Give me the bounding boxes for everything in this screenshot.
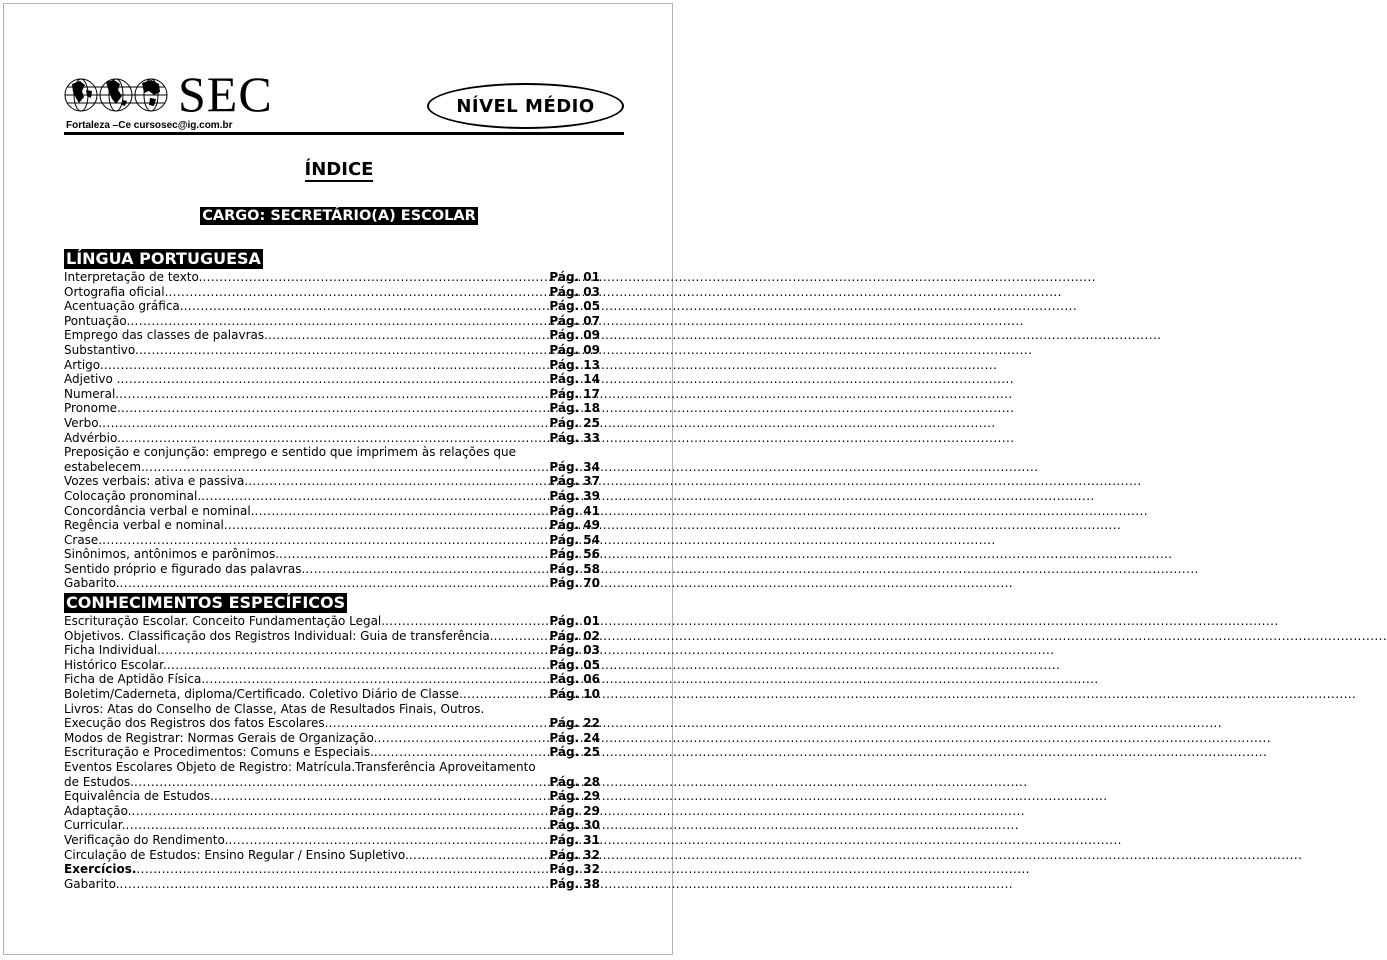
toc-entry-text: Gabarito. <box>64 876 120 891</box>
toc-entry <box>64 547 600 562</box>
level-badge: NÍVEL MÉDIO <box>427 83 624 129</box>
toc-entry <box>64 431 600 446</box>
toc-entry-page: Pág. 31 <box>549 832 600 847</box>
section-heading: CONHECIMENTOS ESPECÍFICOS <box>66 593 346 613</box>
cargo-text: CARGO: SECRETÁRIO(A) ESCOLAR <box>202 208 476 224</box>
toc-entry <box>64 401 600 416</box>
toc-entry-text: Verificação do Rendimento. <box>64 832 229 847</box>
toc-entry-page: Pág. 02 <box>549 628 600 643</box>
toc-entry-text: Escrituração Escolar. Conceito Fundamentação Legal. <box>64 614 386 629</box>
toc-entry-line: Preposição e conjunção: emprego e sentido que imprimem às relações que <box>64 445 516 460</box>
toc-entry-page: Pág. 49 <box>549 518 600 533</box>
toc-entry-text: estabelecem. <box>64 459 145 474</box>
toc-entry <box>64 745 600 760</box>
toc-entry-page: Pág. 05 <box>549 657 600 672</box>
toc-entry <box>64 504 600 519</box>
toc-entry-text: Ortografia oficial. <box>64 284 169 299</box>
toc-entry-text: Execução dos Registros dos fatos Escolares. <box>64 716 329 731</box>
toc-entry-text: Pronome. <box>64 401 121 416</box>
toc-entry-text: Ficha Individual. <box>64 643 161 658</box>
toc-entry-text: Equivalência de Estudos. <box>64 789 214 804</box>
brand-name: SEC <box>178 66 273 122</box>
toc-entry-page: Pág. 14 <box>549 372 600 387</box>
toc-entry <box>64 387 600 402</box>
toc-entry-text: Histórico Escolar. <box>64 657 167 672</box>
dot-leader <box>377 731 547 746</box>
toc-entry-text: Exercícios. <box>64 862 137 877</box>
dot-leader <box>214 789 547 804</box>
toc-entry-page: Pág. 29 <box>549 789 600 804</box>
toc-entry <box>64 314 600 329</box>
dot-leader <box>385 614 547 629</box>
cargo-banner <box>0 205 678 225</box>
toc-entry-page: Pág. 34 <box>549 459 600 474</box>
dot-leader <box>268 328 547 343</box>
toc-entry-text: Adaptação. <box>64 803 132 818</box>
dot-leader <box>279 547 547 562</box>
toc-entry-page: Pág. 56 <box>549 547 600 562</box>
toc-entry <box>64 614 600 629</box>
toc-entry <box>64 643 600 658</box>
toc-entry-page: Pág. 01 <box>549 270 600 284</box>
toc-entry-page: Pág. 09 <box>549 328 600 343</box>
dot-leader <box>139 343 548 358</box>
dot-leader <box>104 358 548 373</box>
toc-entry <box>64 285 600 300</box>
toc-entry-page: Pág. 39 <box>549 488 600 503</box>
dot-leader <box>120 576 548 591</box>
dot-leader <box>132 804 548 819</box>
toc-entry-line: Eventos Escolares Objeto de Registro: Matrícula.Transferência Aproveitamento <box>64 760 536 774</box>
toc-entry-page: Pág. 28 <box>549 774 600 789</box>
dot-leader <box>102 416 547 431</box>
toc-entry <box>64 877 600 892</box>
toc-entry <box>64 804 600 819</box>
contact-line: Fortaleza –Ce cursosec@ig.com.br <box>66 120 233 131</box>
dot-leader <box>201 489 547 504</box>
toc-entry-text: Gabarito. <box>64 576 120 591</box>
toc-entry-text: Substantivo. <box>64 342 139 357</box>
dot-leader <box>329 716 548 731</box>
toc-entry <box>64 372 600 387</box>
toc-entry-page: Pág. 54 <box>549 532 600 547</box>
dot-leader <box>130 314 547 329</box>
dot-leader <box>134 775 547 790</box>
toc-entry-page: Pág. 32 <box>549 847 600 862</box>
dot-leader <box>463 687 548 702</box>
dot-leader <box>228 518 548 533</box>
toc-entry <box>64 328 600 343</box>
toc-entry <box>64 789 600 804</box>
toc-entry-page: Pág. 25 <box>549 415 600 430</box>
toc-entry-page: Pág. 41 <box>549 503 600 518</box>
toc-entry-text: Escrituração e Procedimentos: Comuns e Especiais. <box>64 745 374 760</box>
toc-entry <box>64 474 600 489</box>
toc-entry-text: Modos de Registrar: Normas Gerais de Organização. <box>64 730 378 745</box>
toc-entry-page: Pág. 32 <box>549 862 600 877</box>
globe-logo <box>64 70 168 118</box>
toc-entry-page: Pág. 03 <box>549 284 600 299</box>
toc-entry-text: de Estudos. <box>64 774 134 789</box>
toc-entry-text: Sentido próprio e figurado das palavras. <box>64 561 306 576</box>
toc-entry-page: Pág. 09 <box>549 342 600 357</box>
header-rule <box>64 132 624 135</box>
toc-entry-text: Circulação de Estudos: Ensino Regular / Ensino Supletivo. <box>64 847 409 862</box>
dot-leader <box>121 431 547 446</box>
toc-entry-page: Pág. 37 <box>549 474 600 489</box>
toc-entry-text: Colocação pronominal. <box>64 488 202 503</box>
toc-entry-text: Pontuação. <box>64 313 131 328</box>
toc-entry-text: Curricular. <box>64 818 126 833</box>
toc-entry <box>64 833 600 848</box>
dot-leader <box>494 629 548 644</box>
toc-entry <box>64 343 600 358</box>
dot-leader <box>228 833 547 848</box>
dot-leader <box>120 372 547 387</box>
toc-entry-page: Pág. 10 <box>549 687 600 702</box>
dot-leader <box>409 848 548 863</box>
toc-entry-page: Pág. 05 <box>549 299 600 314</box>
toc-entry-text: Regência verbal e nominal. <box>64 518 228 533</box>
toc-entry <box>64 848 600 863</box>
toc-entry-text: Vozes verbais: ativa e passiva. <box>64 474 249 489</box>
toc-entry-text: Crase. <box>64 532 103 547</box>
dot-leader <box>184 299 548 314</box>
toc-entry-page: Pág. 13 <box>549 357 600 372</box>
toc-entry <box>64 518 600 533</box>
toc-entry-page: Pág. 58 <box>549 561 600 576</box>
toc-entry-page: Pág. 24 <box>549 730 600 745</box>
toc-entry <box>64 416 600 431</box>
toc-entry <box>64 731 600 746</box>
toc-entry-line: Livros: Atas do Conselho de Classe, Atas de Resultados Finais, Outros. <box>64 701 485 716</box>
toc-entry <box>64 358 600 373</box>
dot-leader <box>305 562 547 577</box>
toc-entry <box>64 460 600 475</box>
toc-entry <box>64 629 600 644</box>
toc-entry-text: Ficha de Aptidão Física. <box>64 672 206 687</box>
toc-entry-page: Pág. 01 <box>549 614 600 629</box>
toc-entry-page: Pág. 22 <box>549 716 600 731</box>
toc-entry-text: Advérbio. <box>64 430 121 445</box>
toc-entry-text: Emprego das classes de palavras. <box>64 328 268 343</box>
toc-entry-text: Numeral. <box>64 386 120 401</box>
toc-entry-text: Objetivos. Classificação dos Registros Individual: Guia de transferência. <box>64 628 494 643</box>
dot-leader <box>167 658 548 673</box>
dot-leader <box>126 818 548 833</box>
toc-entry <box>64 862 600 877</box>
dot-leader <box>102 533 547 548</box>
dot-leader <box>120 877 548 892</box>
toc-entry-text: Interpretação de texto. <box>64 270 203 284</box>
toc-entry-page: Pág. 70 <box>549 576 600 591</box>
toc-entry <box>64 658 600 673</box>
toc-entry-page: Pág. 33 <box>549 430 600 445</box>
toc-entry-page: Pág. 18 <box>549 401 600 416</box>
toc-entry-page: Pág. 03 <box>549 643 600 658</box>
toc-entry-page: Pág. 38 <box>549 876 600 891</box>
toc-entry-text: Boletim/Caderneta, diploma/Certificado. Coletivo Diário de Classe. <box>64 687 463 702</box>
toc-entry-text: Verbo. <box>64 415 103 430</box>
toc-entry <box>64 775 600 790</box>
dot-leader <box>374 745 548 760</box>
dot-leader <box>168 285 547 300</box>
toc-entry-page: Pág. 07 <box>549 313 600 328</box>
section-heading: LÍNGUA PORTUGUESA <box>66 249 261 268</box>
dot-leader <box>205 672 547 687</box>
toc-entry-page: Pág. 29 <box>549 803 600 818</box>
page-title-text: ÍNDICE <box>304 159 374 180</box>
dot-leader <box>161 643 547 658</box>
toc-entry-text: Sinônimos, antônimos e parônimos. <box>64 547 280 562</box>
dot-leader <box>145 460 547 475</box>
toc-entry-text: Artigo. <box>64 357 104 372</box>
toc-entry <box>64 716 600 731</box>
dot-leader <box>121 401 548 416</box>
dot-leader <box>248 474 547 489</box>
table-of-contents <box>64 249 600 891</box>
toc-entry-page: Pág. 30 <box>549 818 600 833</box>
toc-entry <box>64 562 600 577</box>
toc-entry <box>64 672 600 687</box>
dot-leader <box>136 862 547 877</box>
toc-entry-page: Pág. 17 <box>549 386 600 401</box>
toc-entry-text: Concordância verbal e nominal. <box>64 503 255 518</box>
toc-entry <box>64 489 600 504</box>
toc-entry <box>64 533 600 548</box>
dot-leader <box>119 387 547 402</box>
toc-entry <box>64 270 600 285</box>
toc-entry-text: Adjetivo . <box>64 372 121 387</box>
toc-entry <box>64 299 600 314</box>
toc-entry-text: Acentuação gráfica. <box>64 299 184 314</box>
toc-entry <box>64 818 600 833</box>
toc-entry-page: Pág. 25 <box>549 745 600 760</box>
toc-entry-page: Pág. 06 <box>549 672 600 687</box>
dot-leader <box>254 504 547 519</box>
dot-leader <box>202 270 547 285</box>
page-title <box>0 158 678 182</box>
toc-entry <box>64 576 600 591</box>
toc-entry <box>64 687 600 702</box>
